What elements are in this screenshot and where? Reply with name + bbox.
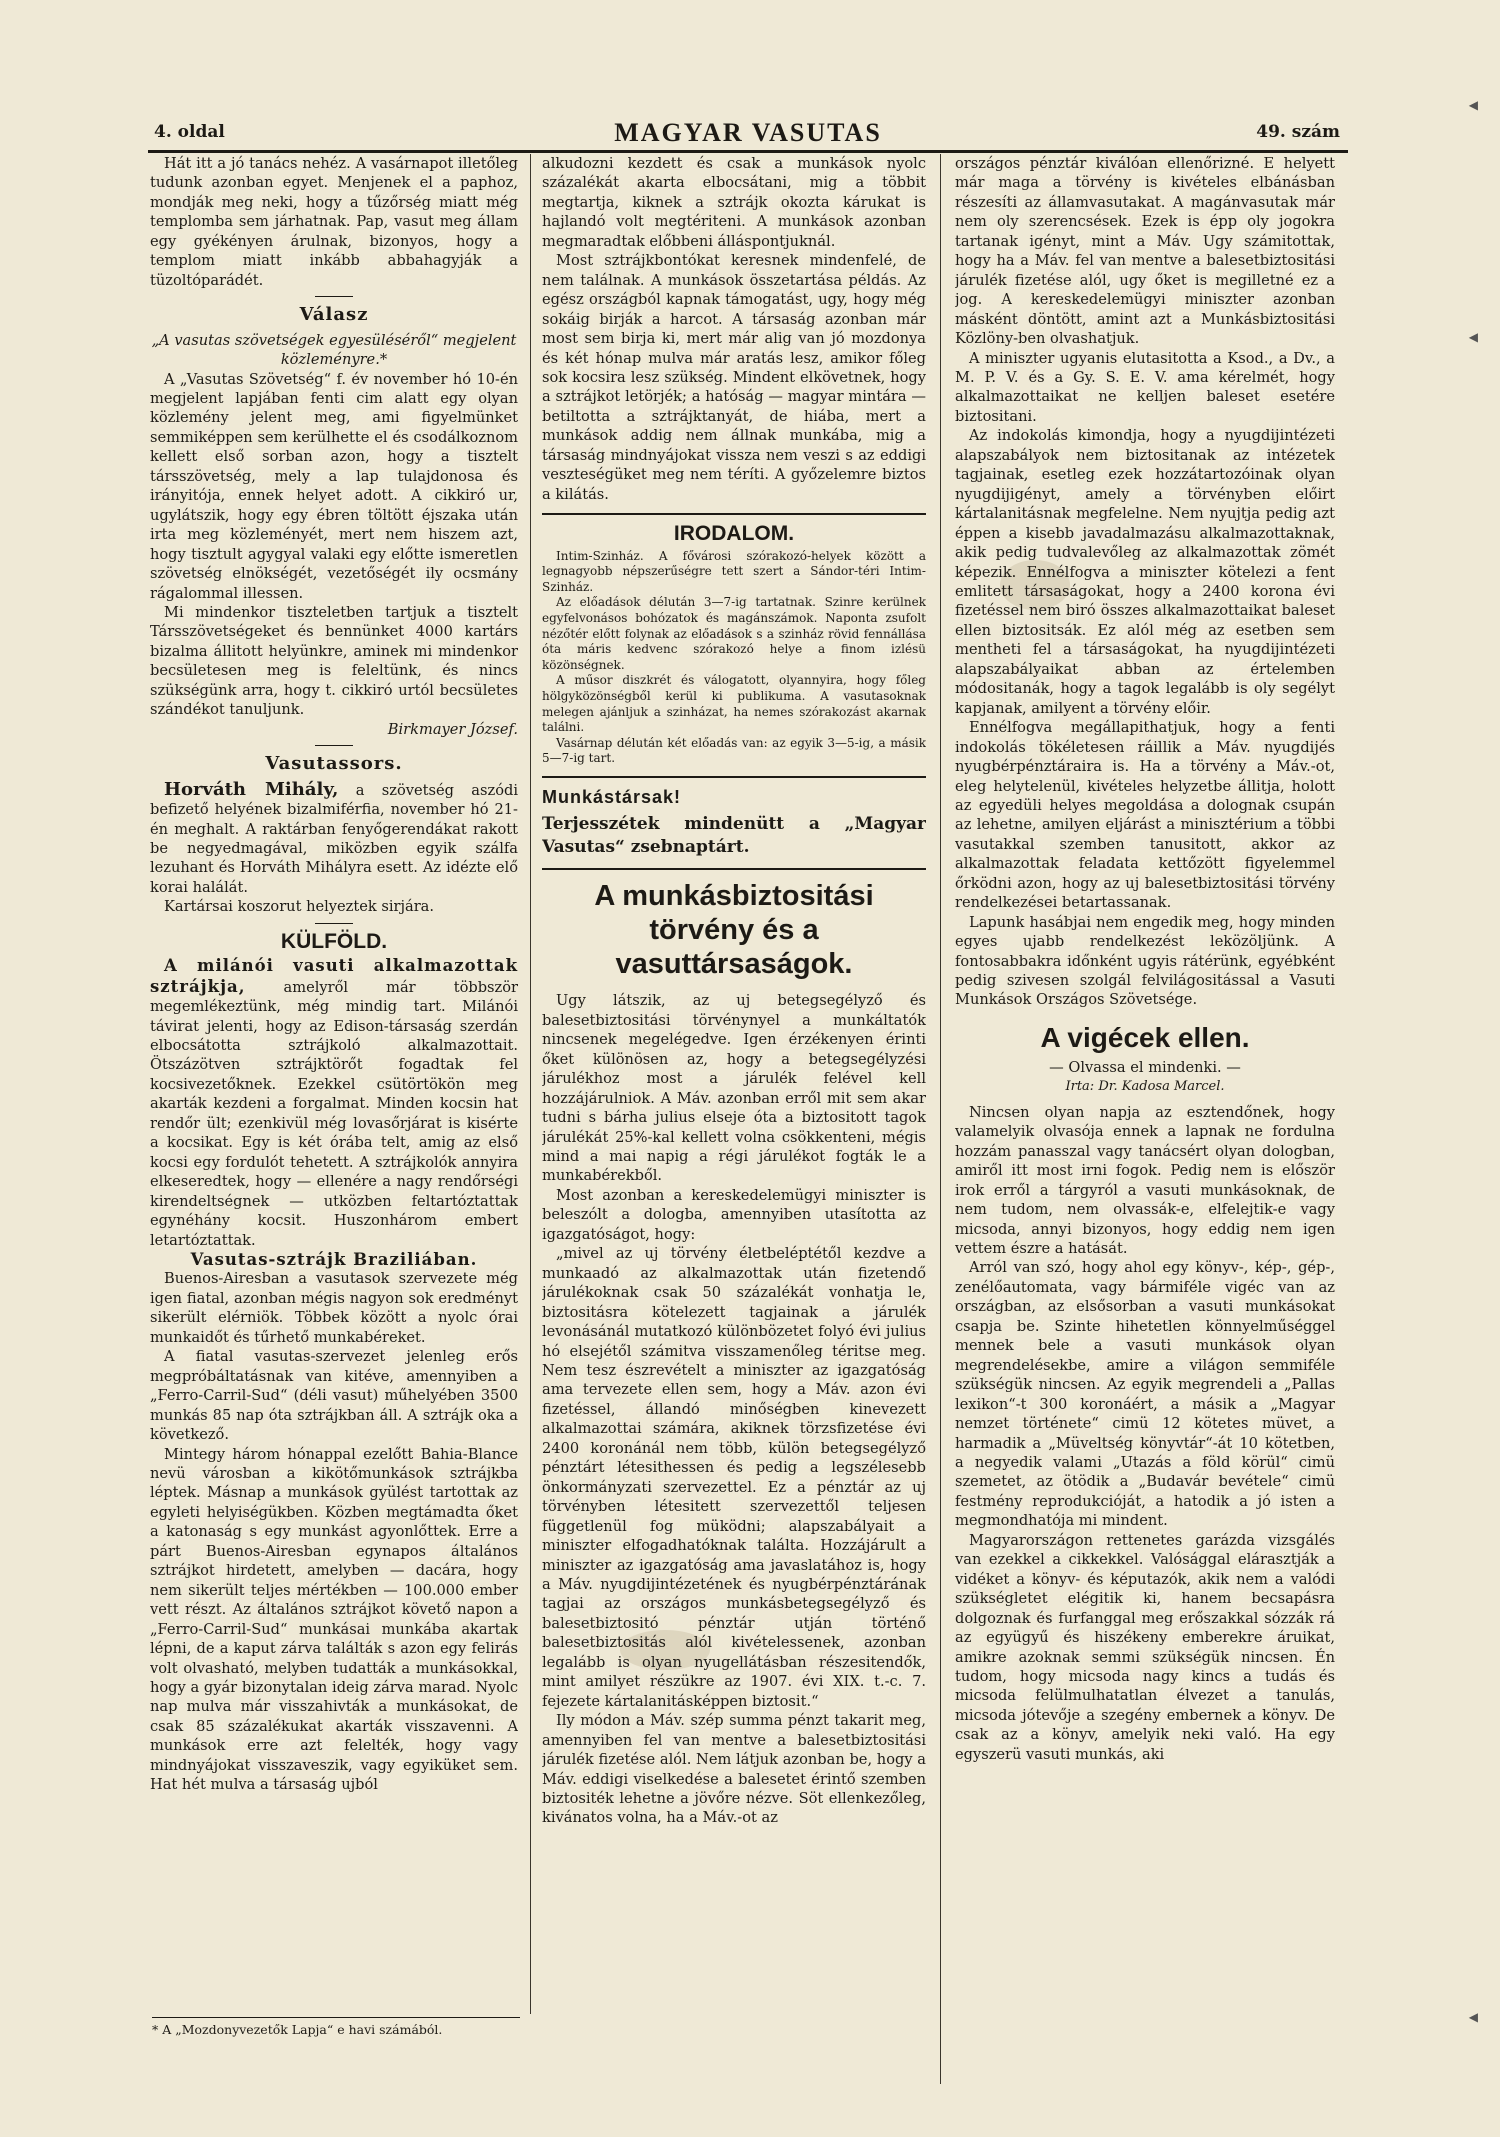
signature: Birkmayer József. xyxy=(387,720,518,738)
paragraph: A „Vasutas Szövetség“ f. év november hó 10-én megjelent lapjában fenti cim alatt egy olyan közlemény jelent meg, ami figyelmünket semmiképpen sem kerülhette el és csodálkoznom kellett első sorban azon, hogy a tisztelt társszövetség, mely a lap tulajdonosa és irányitója, ennek helyet adott. A cikkiró ur, ugylátszik, hogy egy ébren töltött éjszaka után irta meg közleményét, mert nem hiszem azt, hogy tisztult agygyal valaki egy előtte ismeretlen szövetség elnökségét, vezetőségét ily ocsmány rágalommal illessen. xyxy=(150,370,518,602)
divider xyxy=(315,296,353,297)
column-rule xyxy=(940,154,941,2084)
issue-number: 49. szám xyxy=(1256,122,1340,142)
paragraph: Most sztrájkbontókat keresnek mindenfelé, de nem találnak. A munkások összetartása példás. Az egész országból kapnak támogatást, ugy, hogy még sokáig birják a harcot. A társaság azonban már most sem birja ki, mert már alig van jó mozdonya és két hónap mulva már aratás lesz, amikor főleg sok kocsira lesz szükség. Mindent elkövetnek, hogy a sztrájkot letörjék; a hatóság — magyar mintára — betiltotta a sztrájktanyát, de hiába, mert a munkások addig nem állnak munkába, mig a társaság mindnyájokat vissza nem veszi s az eddigi veszteségüket meg nem téríti. A győzelemre biztos a kilátás. xyxy=(542,252,926,503)
paragraph: A miniszter ugyanis elutasitotta a Ksod., a Dv., a M. P. V. és a Gy. S. E. V. ama kérelmét, hogy alkalmazottaikat ne kelljen baleset esetére biztositani. xyxy=(955,349,1335,425)
paragraph: Az indokolás kimondja, hogy a nyugdijintézeti alapszabályok nem biztositanak az intézetek tagjainak, esetleg ezek hozzátartozóinak olyan nyugdijigényt, amely a törvényben előirt kártalanitásnak megfelelne. Nem nyujtja pedig azt éppen a kisebb javadalmazásu alkalmazottaknak, akik pedig tudvalevőleg az alkalmazottak zömét képezik. Ennélfogva a miniszter kötelezi a fent emlitett társaságokat, hogy a 2400 korona évi fizetéssel nem biró összes alkalmazottaikat baleset ellen biztositsák. Ez alól még az esetben sem mentheti fel a társaságokat, ha nyugdijintézeti alapszabályaikat abban az értelemben módositanák, hogy a tagok legalább is oly segélyt kapjanak, amilyent a törvény előir. xyxy=(955,427,1335,717)
paragraph: Intim-Szinház. A fővárosi szórakozó-helyek között a legnagyobb népszerűségre tett szert a Sándor-téri Intim-Szinház. xyxy=(542,548,926,594)
paragraph: Ennélfogva megállapithatjuk, hogy a fenti indokolás tökéletesen ráillik a Máv. nyugdijés nyugbérpénztáraira is. Ha a törvény a Máv.-ot, eleg helytelenül, kivételes helyzetbe állitja, holott az egyedüli helyes megoldása a dolognak csupán az lehetne, amilyen eljárást a minisztérium a többi vasutakkal szemben tanusitott, akkor az alkalmazottak feladata kettőzött figyelemmel őrködni azon, hogy az uj balesetbiztositási törvény rendelkezései betartassanak. xyxy=(955,719,1335,912)
paragraph: A műsor diszkrét és válogatott, olyannyira, hogy főleg hölgyközönségből kerül ki publikuma. A vasutasoknak melegen ajánljuk a szinházat, ha nemes szórakozást akarnak találni. xyxy=(542,673,926,735)
lead-phrase: A milánói vasuti alkalmazottak sztrájkja, xyxy=(150,956,518,996)
author-line: Irta: Dr. Kadosa Marcel. xyxy=(1065,1079,1225,1095)
article-title-munkasbiztositas: A munkásbiztositási törvény és a vasuttársaságok. xyxy=(594,880,874,981)
section-title-irodalom: IRODALOM. xyxy=(673,522,795,546)
edge-mark: ◀ xyxy=(1468,98,1478,112)
paragraph: Vasárnap délután két előadás van: az egyik 3—5-ig, a másik 5—7-ig tart. xyxy=(542,735,926,766)
paragraph: Most azonban a kereskedelemügyi miniszter is beleszólt a dologba, amennyiben utasította az igazgatóságot, hogy: xyxy=(542,1186,926,1243)
paragraph: a szövetség aszódi befizető helyének bizalmiférfia, november hó 21-én meghalt. A raktárban fenyőgerendákat rakott be negyedmagával, miközben egyik szálfa lezuhant és Horváth Mihályra esett. Az idézte elő korai halálát. xyxy=(150,781,518,896)
paragraph: Ily módon a Máv. szép summa pénzt takarit meg, amennyiben fel van mentve a balesetbiztositási járulék fizetése alól. Nem látjuk azonban be, hogy a Máv. eddigi viselkedése a balesetet érintő szemben biztositék lehetne a jövőre nézve. Söt ellenkezőleg, kivánatos volna, ha a Máv.-ot az xyxy=(542,1712,926,1827)
divider xyxy=(542,776,926,778)
section-title-kulfold: KÜLFÖLD. xyxy=(280,929,388,953)
paragraph: Arról van szó, hogy ahol egy könyv-, kép-, gép-, zenélőautomata, vagy bármiféle vigéc van az országban, az elsősorban a vasuti munkásokat csapja be. Szinte hihetetlen könnyelműséggel mennek bele a vasuti munkások olyan megrendelésekbe, amire a világon semmiféle szükségük nincsen. Az egyik megrendeli a „Pallas lexikon“-t 300 koronáért, a másik a „Magyar nemzet története“ cimü 12 kötetes müvet, a harmadik a „Müveltség könyvtár“-át 10 kötetben, a negyedik valami „Utazás a föld körül“ cimü szemetet, az ötödik a „Budavár bevétele“ cimü festmény reprodukcióját, a hatodik a jó isten a megmondhatója mi mindent. xyxy=(955,1259,1335,1530)
paragraph: Mi mindenkor tiszteletben tartjuk a tisztelt Társszövetségeket és bennünket 4000 kartárs bizalma állitott helyünkre, aminek mi mindenkor becsületesen meg is feleltünk, és nincs szükségünk arra, hogy t. cikkiró urtól becsületes szándékot tanuljunk. xyxy=(150,603,518,719)
paragraph: Magyarországon rettenetes garázda vizsgálés van ezekkel a cikkekkel. Valósággal elárasztják a vidéket a könyv- és képutazók, akik nem a valódi szükségletet elégitik ki, hanem becsapásra dolgoznak és furfanggal meg erőszakkal sózzák rá az együgyű és hiszékeny emberekre áruikat, amikre azoknak semmi szükségük nincsen. Én tudom, hogy micsoda nagy kincs a tudás és micsoda felülmulhatatlan élvezet a tanulás, micsoda jótevője a szegény embernek a könyv. De csak az a könyv, amelyik neki való. Ha egy egyszerü vasuti munkás, aki xyxy=(955,1531,1335,1763)
paragraph: amelyről már többször megemlékeztünk, még mindig tart. Milánói távirat jelenti, hogy az Edison-társaság szerdán elbocsátotta sztrájkoló alkalmazottait. Ötszázötven sztrájktörőt fogadtak fel kocsivezetőknek. Ezekkel csütörtökön meg akarták kezdeni a forgalmat. Minden kocsin hat rendőr ült; ezenkivül még lovasőrjárat is kisérte a kocsikat. Egy is két órába telt, amig az első kocsi egy fordulót tehetett. A sztrájkolók annyira elkeseredtek, hogy — ellenére a nagy rendőrségi kirendeltségnek — utközben feltartóztattak egynéhány kocsit. Huszonhárom embert letartóztattak. xyxy=(150,978,518,1249)
person-name: Horváth Mihály, xyxy=(164,778,339,800)
article-title-vasutassors: Vasutassors. xyxy=(265,753,403,775)
paragraph: országos pénztár kiválóan ellenőrizné. E helyett már maga a törvény is kivételes elbánásban részesíti az államvasutakat. A magánvasutak már nem oly szerencsések. Ezek is épp oly jogokra tartanak igényt, mint a Máv. Ugy számitottak, hogy ha a Máv. fel van mentve a balesetbiztositási járulék fizetése alól, ugy őket is megilletné ez a jog. A kereskedelemügyi miniszter azonban másként döntött, amint azt a Munkásbiztositási Közlöny-ben olvashatjuk. xyxy=(955,155,1335,348)
article-title-brazil: Vasutas-sztrájk Braziliában. xyxy=(190,1250,478,1270)
page-header xyxy=(148,118,1348,153)
divider xyxy=(315,745,353,746)
paragraph: Mintegy három hónappal ezelőtt Bahia-Blance nevü városban a kikötőmunkások sztrájkba léptek. Másnap a munkások gyülést tartottak az egyleti helyiségükben. Közben megtámadta őket a katonaság s egy munkást agyonlőttek. Erre a párt Buenos-Airesban egynapos általános sztrájkot hirdetett, amelyben — dacára, hogy nem sikerült teljes mértékben — 100.000 ember vett részt. Az általános sztrájkot követő napon a „Ferro-Carril-Sud“ munkásai munkába akartak lépni, de a kaput zárva találták s azon egy felirás volt olvasható, melyben tudatták a munkásokkal, hogy a gyár bizonytalan ideig zárva marad. Nyolc nap mulva már visszahivták a munkásokat, de csak 85 százalékukat akarták visszavenni. A munkások erre azt felelték, hogy vagy mindnyájokat visszaveszik, vagy egyiküket sem. Hat hét mulva a társaság ujból xyxy=(150,1445,518,1794)
article-title-valasz: Válasz xyxy=(299,304,369,326)
column-2 xyxy=(542,154,926,2074)
paragraph: Nincsen olyan napja az esztendőnek, hogy valamelyik olvasója ennek a lapnak ne fordulna hozzám panasszal vagy tanácsért olyan dologban, amiről itt most irni fogok. Pedig nem is először irok erről a tárgyról a vasuti munkásoknak, de nem tudom, nem olvassák-e, elfelejtik-e vagy micsoda, annyi bizonyos, hogy eddig nem igen vettem észre a hatását. xyxy=(955,1103,1335,1258)
divider xyxy=(542,513,926,515)
footnote: * A „Mozdonyvezetők Lapja“ e havi számából. xyxy=(152,2017,520,2037)
paragraph: Az előadások délután 3—7-ig tartatnak. Szinre kerülnek egyfelvonásos bohózatok és magánszámok. Naponta zsufolt nézőtér előtt folynak az előadások s a szinház rövid fennállása óta máris kedvenc szórakozó helye a finom izlésü közönségnek. xyxy=(542,595,926,672)
newspaper-title: MAGYAR VASUTAS xyxy=(614,118,882,147)
paragraph: Kartársai koszorut helyeztek sirjára. xyxy=(164,898,435,916)
page-number: 4. oldal xyxy=(154,122,225,142)
paragraph: A fiatal vasutas-szervezet jelenleg erős megpróbáltatásnak van kitéve, amennyiben a „Ferro-Carril-Sud“ (déli vasut) műhelyében 3500 munkás 85 nap óta sztrájkban áll. A sztrájk oka a következő. xyxy=(150,1348,518,1444)
column-1 xyxy=(150,154,518,2004)
column-rule xyxy=(530,154,531,2014)
divider xyxy=(315,923,353,924)
intro-paragraph: Hát itt a jó tanács nehéz. A vasárnapot illetőleg tudunk azonban egyet. Menjenek el a paphoz, mondják meg neki, hogy a tűzőrség miatt még templomba sem járhatnak. Pap, vasut meg állam egy gyékényen árulnak, bizonyos, hogy a templom miatt inkább abbahagyják a tüzoltóparádét. xyxy=(150,155,518,289)
edge-mark: ◀ xyxy=(1468,2010,1478,2024)
announcement-title: Munkástársak! xyxy=(542,786,682,807)
divider xyxy=(542,868,926,870)
paragraph: Buenos-Airesban a vasutasok szervezete még igen fiatal, azonban mégis nagyon sok eredményt sikerült elérniök. Többek között a nyolc órai munkaidőt és tűrhető munkabéreket. xyxy=(150,1270,518,1346)
article-subtitle: „A vasutas szövetségek egyesüléséről“ megjelent közleményre.* xyxy=(151,331,517,369)
edge-mark: ◀ xyxy=(1468,330,1478,344)
paragraph: Lapunk hasábjai nem engedik meg, hogy minden egyes ujabb rendelkezést leközöljünk. A fontosabbakra időnként ugyis rátérünk, egyébként pedig szivesen szolgál felvilágositással a Vasuti Munkások Országos Szövetsége. xyxy=(955,913,1335,1009)
quoted-paragraph: „mivel az uj törvény életbeléptétől kezdve a munkaadó az alkalmazottak után fizetendő járulékoknak csak 50 százalékát vonhatja le, biztositásra kötelezett tagjainak a járulék levonásánál mutatkozó különbözetet folyó évi julius hó elsejétől számitva visszamenőleg téritse meg. Nem tesz észrevételt a miniszter az igazgatóság ama tervezete ellen sem, hogy a Máv. azon évi fizetéssel, állandó minőségben kinevezett alkalmazottai számára, akiknek törzsfizetése évi 2400 koronánál nem több, külön betegsegélyző pénztárt létesithessen és pedig a legszélesebb önkormányzati szervezettel. Ez a pénztár az uj törvényben létesitett szervezettől teljesen függetlenül fog müködni; alapszabályait a miniszter elfogadhatóknak találta. Hozzájárult a miniszter az igazgatóság ama javaslatához is, hogy a Máv. nyugdijintézetének és nyugbérpénztárának tagjai az országos munkásbetegsegélyző és balesetbiztositó pénztár utján történő balesetbiztositás alól kivételessenek, azonban legalább is olyan nyugellátásban részesitendők, mint amilyet részükre az 1907. évi XIX. t.-c. 7. fejezete kártalanitásképpen biztosit.“ xyxy=(542,1245,926,1710)
article-title-vigecek: A vigécek ellen. xyxy=(1040,1021,1250,1053)
paragraph: alkudozni kezdett és csak a munkások nyolc százalékát akarta elbocsátani, mig a többit megtartja, kiknek a sztrájk okozta kárukat is hajlandó volt megtériteni. A munkások azonban megmaradtak előbbeni álláspontjuknál. xyxy=(542,155,926,250)
paragraph: Ugy látszik, az uj betegsegélyző és balesetbiztositási törvénynyel a munkáltatók nincsenek megelégedve. Igen érzékenyen érinti őket különösen az, hogy a betegsegélyzési járulékhoz most a járulék felével kell hozzájárulniok. A Máv. azonban erről mit sem akar tudni s bárha julius elseje óta a biztositott tagok járulékát 25%-kal kellett volna csökkenteni, mégis mind a mai napig a régi járulékot fogták le a munkabérekből. xyxy=(542,992,926,1185)
announcement-text: Terjesszétek mindenütt a „Magyar Vasutas“ zsebnaptárt. xyxy=(542,814,926,858)
column-3 xyxy=(955,154,1335,2074)
article-subtitle: — Olvassa el mindenki. — xyxy=(1049,1058,1241,1076)
